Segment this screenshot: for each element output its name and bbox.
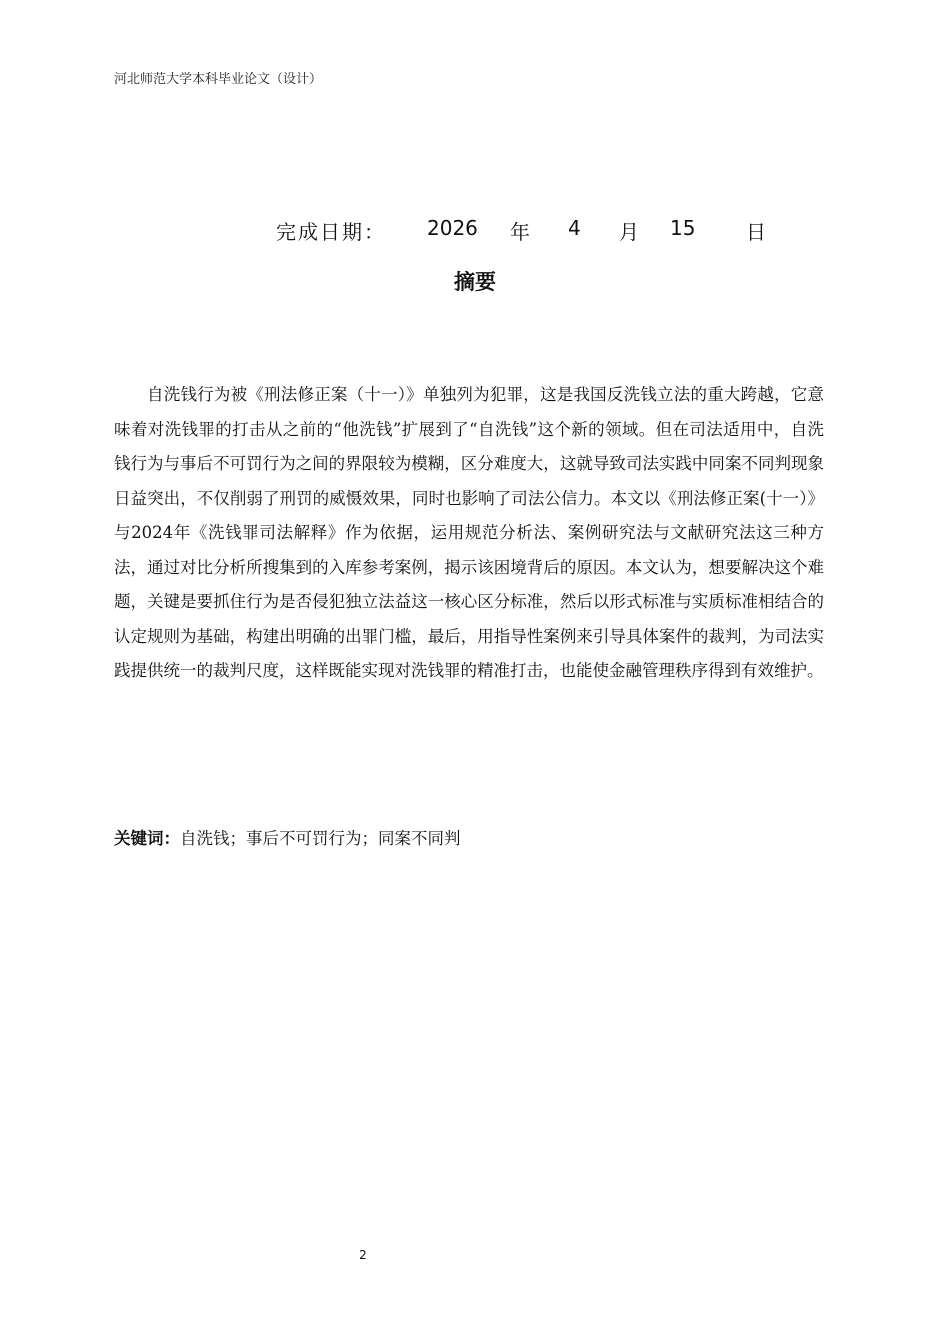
completion-date-month-unit: 月	[619, 220, 639, 244]
completion-date-year: 2026	[427, 216, 478, 240]
completion-date-day: 15	[670, 216, 696, 240]
abstract-body: 自洗钱行为被《刑法修正案（十一）》单独列为犯罪，这是我国反洗钱立法的重大跨越，它意味着对洗钱罪的打击从之前的“他洗钱”扩展到了“自洗钱”这个新的领域。但在司法适用中，自洗钱行为与事后不可罚行为之间的界限较为模糊，区分难度大，这就导致司法实践中同案不同判现象日益突出，不仅削弱了刑罚的威慑效果，同时也影响了司法公信力。本文以《刑法修正案(十一）》与2024年《洗钱罪司法解释》作为依据，运用规范分析法、案例研究法与文献研究法这三种方法，通过对比分析所搜集到的入库参考案例，揭示该困境背后的原因。本文认为，想要解决这个难题，关键是要抓住行为是否侵犯独立法益这一核心区分标准，然后以形式标准与实质标准相结合的认定规则为基础，构建出明确的出罪门槛，最后，用指导性案例来引导具体案件的裁判，为司法实践提供统一的裁判尺度，这样既能实现对洗钱罪的精准打击，也能使金融管理秩序得到有效维护。	[114, 385, 824, 680]
keywords-value: 自洗钱；事后不可罚行为；同案不同判	[180, 829, 461, 848]
completion-date-day-unit: 日	[746, 220, 766, 244]
completion-date-month: 4	[568, 216, 581, 240]
document-header: 河北师范大学本科毕业论文（设计）	[114, 72, 323, 87]
abstract-title: 摘要	[454, 270, 496, 294]
completion-date-label: 完成日期：	[276, 220, 386, 244]
completion-date	[0, 216, 950, 246]
keywords	[114, 824, 461, 854]
completion-date-year-unit: 年	[510, 220, 530, 244]
keywords-label: 关键词：	[114, 829, 180, 848]
page-number: 2	[359, 1248, 367, 1262]
